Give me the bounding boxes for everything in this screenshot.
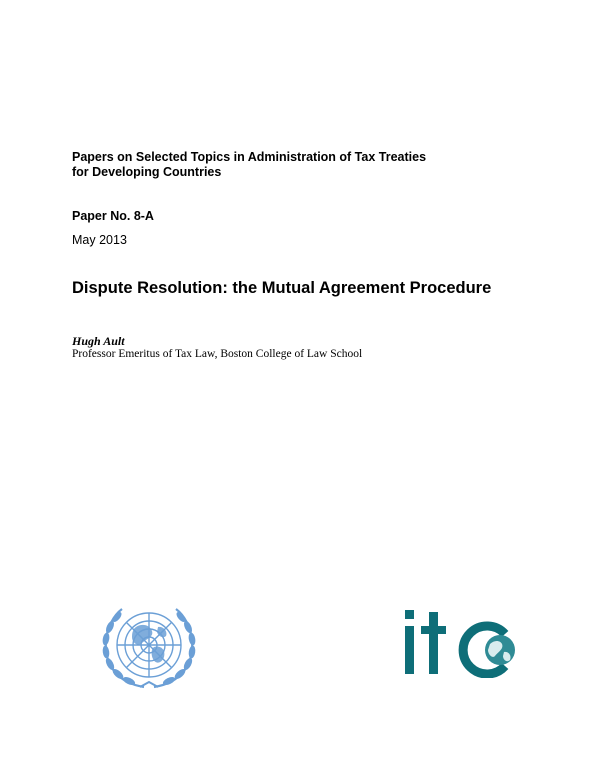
author-name: Hugh Ault bbox=[72, 334, 125, 348]
un-emblem-icon bbox=[100, 603, 198, 691]
itc-logo-icon bbox=[402, 604, 524, 678]
series-title-line-1: Papers on Selected Topics in Administration of Tax Treaties bbox=[72, 150, 427, 164]
series-title-line-2: for Developing Countries bbox=[72, 165, 222, 179]
itc-logo-text: itc bbox=[402, 604, 403, 605]
paper-title: Dispute Resolution: the Mutual Agreement Procedure bbox=[72, 279, 492, 297]
paper-number: Paper No. 8-A bbox=[72, 209, 154, 223]
author-affiliation: Professor Emeritus of Tax Law, Boston College of Law School bbox=[72, 348, 363, 360]
publication-date: May 2013 bbox=[72, 233, 127, 247]
series-title bbox=[72, 150, 532, 180]
